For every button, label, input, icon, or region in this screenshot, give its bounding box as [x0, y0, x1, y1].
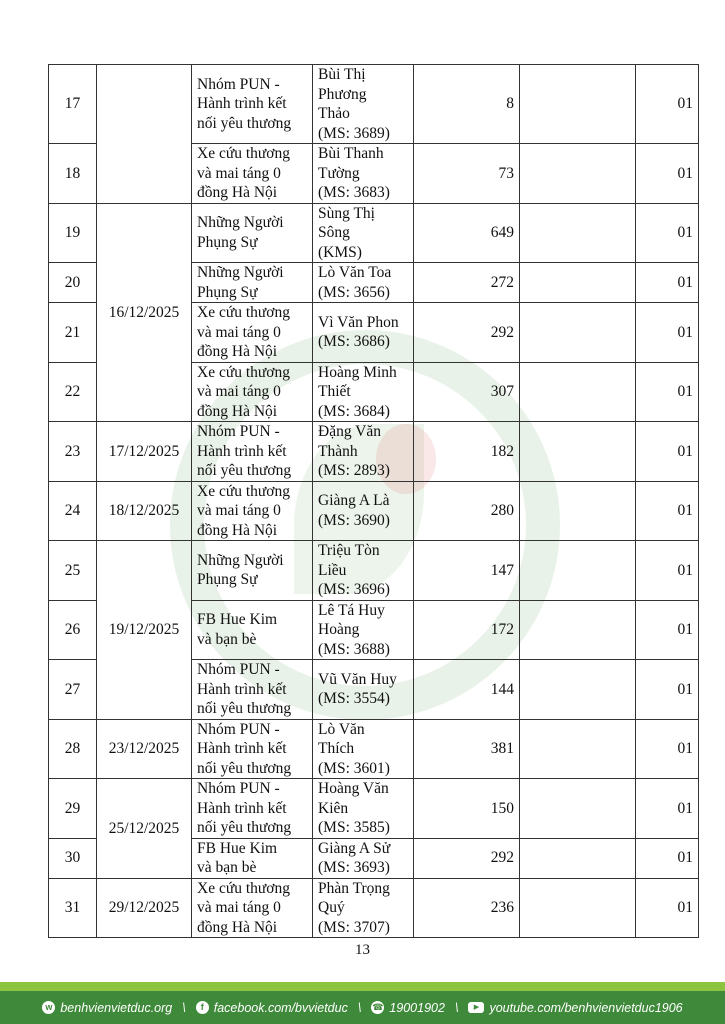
footer-youtube[interactable]: [468, 1001, 682, 1015]
group-line: đồng Hà Nội: [197, 521, 278, 539]
group-line: Phụng Sự: [197, 233, 258, 251]
patient-name-line: (MS: 3554): [318, 690, 390, 708]
group-line: Nhóm PUN -: [197, 780, 280, 797]
patient-name-cell: [313, 779, 414, 839]
group-line: và bạn bè: [197, 630, 257, 648]
patient-name-line: (MS: 3686): [318, 333, 390, 351]
patient-name-line: (MS: 3689): [318, 124, 390, 142]
row-number-cell: 31: [49, 878, 97, 938]
facebook-icon: f: [196, 1001, 209, 1014]
amount-cell: 73: [414, 144, 520, 204]
footer-website[interactable]: [42, 1001, 172, 1015]
amount-cell: 144: [414, 660, 520, 720]
patient-name-line: Vì Văn Phon: [318, 313, 399, 331]
patient-name-line: Bùi Thị: [318, 66, 366, 83]
group-line: Hành trình kết: [197, 680, 287, 698]
patient-name-line: (MS: 3693): [318, 859, 390, 876]
patient-name-cell: [313, 144, 414, 204]
quantity-cell: 01: [636, 878, 699, 938]
patient-name-line: (MS: 3656): [318, 283, 390, 301]
footer-separator: \: [454, 1000, 459, 1015]
footer-separator: \: [182, 1000, 186, 1015]
patient-name-cell: [313, 203, 414, 263]
quantity-cell: 01: [636, 481, 699, 541]
table-row: [49, 779, 699, 839]
group-line: nối yêu thương: [197, 819, 292, 836]
group-cell: [192, 878, 313, 938]
patient-name-cell: [313, 600, 414, 660]
quantity-cell: 01: [636, 541, 699, 601]
quantity-cell: 01: [636, 422, 699, 482]
date-cell: 19/12/2025: [97, 541, 192, 720]
empty-cell: [520, 303, 636, 363]
patient-name-line: (MS: 3690): [318, 511, 390, 529]
patient-name-line: Thảo: [318, 105, 350, 122]
patient-name-line: Phương: [318, 85, 367, 103]
date-cell: [97, 65, 192, 204]
row-number-cell: 24: [49, 481, 97, 541]
row-number-cell: 25: [49, 541, 97, 601]
patient-name-cell: [313, 719, 414, 779]
amount-cell: 292: [414, 838, 520, 878]
patient-name-cell: [313, 362, 414, 422]
patient-name-line: (MS: 3688): [318, 640, 390, 658]
empty-cell: [520, 263, 636, 303]
row-number-cell: 21: [49, 303, 97, 363]
amount-cell: 236: [414, 878, 520, 938]
group-line: và mai táng 0: [197, 899, 281, 916]
group-cell: [192, 541, 313, 601]
amount-cell: 649: [414, 203, 520, 263]
empty-cell: [520, 144, 636, 204]
table-row: [49, 203, 699, 263]
group-cell: [192, 65, 313, 144]
row-number-cell: 20: [49, 263, 97, 303]
table-row: [49, 541, 699, 601]
group-line: Những Người: [197, 551, 284, 569]
group-line: Hành trình kết: [197, 442, 287, 460]
patient-name-line: Lò Văn Toa: [318, 264, 392, 281]
quantity-cell: 01: [636, 600, 699, 660]
table-row: [49, 719, 699, 779]
table-row: [49, 422, 699, 482]
group-line: Những Người: [197, 214, 284, 232]
quantity-cell: 01: [636, 779, 699, 839]
donation-table: [48, 64, 699, 938]
patient-name-line: Lê Tá Huy: [318, 601, 385, 619]
group-cell: [192, 203, 313, 263]
date-cell: 16/12/2025: [97, 203, 192, 422]
amount-cell: 272: [414, 263, 520, 303]
patient-name-line: Giàng A Sử: [318, 839, 391, 857]
row-number-cell: 27: [49, 660, 97, 720]
empty-cell: [520, 779, 636, 839]
footer-facebook[interactable]: [196, 1001, 348, 1015]
row-number-cell: 29: [49, 779, 97, 839]
group-line: và bạn bè: [197, 859, 257, 876]
patient-name-line: Tường: [318, 164, 360, 182]
row-number-cell: 19: [49, 203, 97, 263]
group-line: Hành trình kết: [197, 799, 287, 817]
date-cell: 25/12/2025: [97, 779, 192, 879]
row-number-cell: 23: [49, 422, 97, 482]
group-line: Những Người: [197, 264, 284, 281]
patient-name-cell: [313, 303, 414, 363]
group-cell: [192, 660, 313, 720]
group-line: Nhóm PUN -: [197, 720, 280, 738]
amount-cell: 182: [414, 422, 520, 482]
patient-name-line: Thành: [318, 442, 358, 460]
quantity-cell: 01: [636, 838, 699, 878]
phone-icon: ☎: [372, 1002, 384, 1012]
row-number-cell: 26: [49, 600, 97, 660]
group-cell: [192, 838, 313, 878]
empty-cell: [520, 481, 636, 541]
group-cell: [192, 779, 313, 839]
quantity-cell: 01: [636, 65, 699, 144]
patient-name-line: Thiết: [318, 383, 351, 400]
group-line: và mai táng 0: [197, 502, 281, 519]
group-line: Xe cứu thương: [197, 145, 291, 162]
patient-name-line: Hoàng: [318, 621, 360, 638]
group-line: nối yêu thương: [197, 759, 292, 777]
footer-facebook-text: facebook.com/bvvietduc: [213, 1000, 348, 1015]
group-cell: [192, 263, 313, 303]
patient-name-line: Quý: [318, 899, 345, 916]
patient-name-line: (MS: 3696): [318, 581, 390, 598]
page-number: 13: [355, 942, 370, 958]
table-row: [49, 878, 699, 938]
group-line: Hành trình kết: [197, 95, 287, 113]
empty-cell: [520, 660, 636, 720]
patient-name-cell: [313, 660, 414, 720]
quantity-cell: 01: [636, 719, 699, 779]
group-cell: [192, 303, 313, 363]
empty-cell: [520, 65, 636, 144]
group-cell: [192, 422, 313, 482]
date-cell: 23/12/2025: [97, 719, 192, 779]
group-cell: [192, 144, 313, 204]
amount-cell: 307: [414, 362, 520, 422]
group-line: Nhóm PUN -: [197, 661, 280, 678]
youtube-icon: ▶: [468, 1002, 484, 1013]
patient-name-line: Hoàng Minh: [318, 363, 397, 381]
empty-cell: [520, 838, 636, 878]
patient-name-line: (MS: 3585): [318, 819, 390, 836]
patient-name-line: (KMS): [318, 243, 362, 261]
empty-cell: [520, 541, 636, 601]
group-line: và mai táng 0: [197, 383, 281, 400]
row-number-cell: 17: [49, 65, 97, 144]
patient-name-line: Liều: [318, 561, 347, 579]
group-line: đồng Hà Nội: [197, 402, 278, 420]
patient-name-line: Phàn Trọng: [318, 879, 390, 897]
patient-name-line: (MS: 3601): [318, 759, 390, 777]
group-line: Hành trình kết: [197, 740, 287, 757]
footer-bar: [0, 991, 725, 1024]
patient-name-cell: [313, 65, 414, 144]
patient-name-line: Giàng A Là: [318, 492, 390, 510]
empty-cell: [520, 878, 636, 938]
patient-name-line: Thích: [318, 740, 355, 757]
patient-name-line: (MS: 3683): [318, 184, 390, 201]
patient-name-cell: [313, 838, 414, 878]
patient-name-line: Kiên: [318, 799, 349, 817]
footer-accent-line: [0, 982, 725, 991]
group-line: nối yêu thương: [197, 462, 292, 479]
row-number-cell: 30: [49, 838, 97, 878]
quantity-cell: 01: [636, 362, 699, 422]
patient-name-cell: [313, 878, 414, 938]
group-line: đồng Hà Nội: [197, 343, 278, 360]
patient-name-line: (MS: 3684): [318, 402, 390, 420]
group-line: Xe cứu thương: [197, 879, 291, 897]
group-line: Phụng Sự: [197, 571, 258, 589]
date-cell: 17/12/2025: [97, 422, 192, 482]
empty-cell: [520, 600, 636, 660]
amount-cell: 8: [414, 65, 520, 144]
group-line: đồng Hà Nội: [197, 918, 278, 936]
row-number-cell: 18: [49, 144, 97, 204]
amount-cell: 292: [414, 303, 520, 363]
globe-icon: w: [42, 1001, 55, 1014]
footer-hotline[interactable]: [371, 1001, 445, 1015]
empty-cell: [520, 362, 636, 422]
group-line: và mai táng 0: [197, 164, 281, 182]
empty-cell: [520, 422, 636, 482]
group-line: và mai táng 0: [197, 323, 281, 341]
group-line: FB Hue Kim: [197, 839, 278, 857]
footer-separator: \: [357, 1000, 362, 1015]
patient-name-line: Sông: [318, 224, 350, 241]
footer-website-text: benhvienvietduc.org: [60, 1000, 173, 1015]
amount-cell: 280: [414, 481, 520, 541]
table-row: [49, 65, 699, 144]
patient-name-line: Lò Văn: [318, 720, 365, 738]
group-line: Nhóm PUN -: [197, 423, 280, 440]
footer-youtube-text: youtube.com/benhvienvietduc1906: [489, 1000, 683, 1015]
quantity-cell: 01: [636, 203, 699, 263]
patient-name-line: Triệu Tòn: [318, 542, 380, 559]
group-line: Xe cứu thương: [197, 304, 291, 321]
patient-name-line: Sùng Thị: [318, 204, 375, 222]
group-line: FB Hue Kim: [197, 611, 278, 629]
group-line: Xe cứu thương: [197, 482, 291, 500]
patient-name-cell: [313, 481, 414, 541]
amount-cell: 147: [414, 541, 520, 601]
amount-cell: 172: [414, 600, 520, 660]
patient-name-line: Bùi Thanh: [318, 145, 384, 162]
quantity-cell: 01: [636, 144, 699, 204]
quantity-cell: 01: [636, 263, 699, 303]
group-cell: [192, 719, 313, 779]
row-number-cell: 22: [49, 362, 97, 422]
patient-name-line: (MS: 3707): [318, 918, 390, 936]
patient-name-cell: [313, 422, 414, 482]
amount-cell: 150: [414, 779, 520, 839]
group-line: nối yêu thương: [197, 114, 292, 132]
empty-cell: [520, 719, 636, 779]
row-number-cell: 28: [49, 719, 97, 779]
date-cell: 18/12/2025: [97, 481, 192, 541]
quantity-cell: 01: [636, 660, 699, 720]
empty-cell: [520, 203, 636, 263]
patient-name-cell: [313, 263, 414, 303]
table-row: [49, 481, 699, 541]
patient-name-line: (MS: 2893): [318, 462, 390, 479]
footer-hotline-text: 19001902: [389, 1000, 445, 1015]
group-line: đồng Hà Nội: [197, 184, 278, 201]
group-line: Xe cứu thương: [197, 363, 291, 381]
patient-name-line: Vũ Văn Huy: [318, 670, 397, 688]
group-cell: [192, 362, 313, 422]
patient-name-cell: [313, 541, 414, 601]
amount-cell: 381: [414, 719, 520, 779]
group-line: Phụng Sự: [197, 283, 258, 301]
patient-name-line: Đặng Văn: [318, 423, 381, 440]
group-cell: [192, 481, 313, 541]
date-cell: 29/12/2025: [97, 878, 192, 938]
patient-name-line: Hoàng Văn: [318, 780, 389, 797]
group-line: nối yêu thương: [197, 700, 292, 717]
group-line: Nhóm PUN -: [197, 75, 280, 93]
quantity-cell: 01: [636, 303, 699, 363]
group-cell: [192, 600, 313, 660]
